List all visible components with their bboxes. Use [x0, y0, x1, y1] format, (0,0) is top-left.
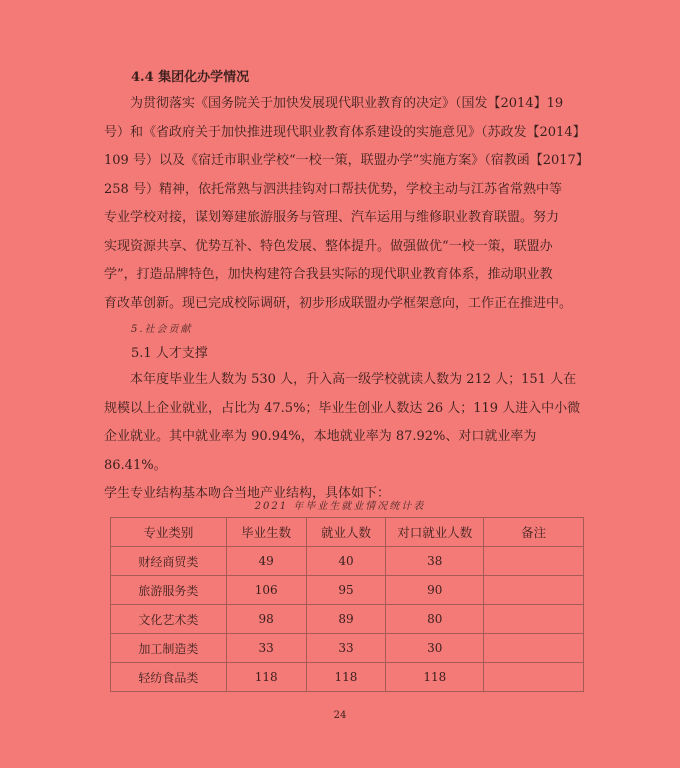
table-cell	[484, 663, 584, 692]
paragraph-line: 本年度毕业生人数为 530 人，升入高一级学校就读人数为 212 人；151 人在	[130, 372, 577, 387]
column-header: 毕业生数	[226, 518, 306, 547]
column-header: 专业类别	[111, 518, 227, 547]
table-title: 2021 年毕业生就业情况统计表	[254, 501, 426, 512]
table-cell	[484, 634, 584, 663]
table-cell	[484, 605, 584, 634]
paragraph-line: 学”，打造品牌特色，加快构建符合我县实际的现代职业教育体系，推动职业教	[104, 267, 553, 282]
paragraph-line: 为贯彻落实《国务院关于加快发展现代职业教育的决定》（国发【2014】19	[130, 96, 564, 111]
table-cell: 30	[386, 634, 484, 663]
table-cell: 33	[226, 634, 306, 663]
section-heading-4-4: 4.4 集团化办学情况	[131, 70, 250, 85]
table-cell: 106	[226, 576, 306, 605]
section-heading-5-1: 5.1 人才支撑	[131, 346, 208, 361]
table-row	[111, 576, 584, 605]
column-header: 就业人数	[306, 518, 386, 547]
column-header: 对口就业人数	[386, 518, 484, 547]
table-cell: 118	[226, 663, 306, 692]
paragraph-line: 专业学校对接，谋划筹建旅游服务与管理、汽车运用与维修职业教育联盟。努力	[104, 210, 560, 225]
paragraph-line: 育改革创新。现已完成校际调研，初步形成联盟办学框架意向，工作正在推进中。	[104, 295, 573, 311]
table-cell: 118	[306, 663, 386, 692]
table-row	[111, 663, 584, 692]
employment-stats-table	[110, 517, 584, 692]
table-row	[111, 547, 584, 576]
paragraph-line: 学生专业结构基本吻合当地产业结构，具体如下：	[104, 486, 391, 501]
table-cell: 轻纺食品类	[111, 663, 227, 692]
paragraph-5-1	[104, 366, 584, 509]
column-header: 备注	[484, 518, 584, 547]
table-cell: 98	[226, 605, 306, 634]
paragraph-line: 实现资源共享、优势互补、特色发展、整体提升。做强做优“一校一策，联盟办	[104, 238, 553, 254]
table-header-row	[111, 518, 584, 547]
section-heading-5: 5.社会贡献	[131, 324, 193, 335]
table-cell: 95	[306, 576, 386, 605]
table-cell: 90	[386, 576, 484, 605]
table-cell	[484, 576, 584, 605]
table-row	[111, 634, 584, 663]
table-cell: 49	[226, 547, 306, 576]
page-number: 24	[333, 710, 347, 721]
table-cell: 80	[386, 605, 484, 634]
table-cell: 118	[386, 663, 484, 692]
table-cell: 38	[386, 547, 484, 576]
table-row	[111, 605, 584, 634]
paragraph-line: 规模以上企业就业，占比为 47.5%；毕业生创业人数达 26 人；119 人进入中小微	[104, 400, 581, 416]
table-cell: 旅游服务类	[111, 576, 227, 605]
table-cell: 文化艺术类	[111, 605, 227, 634]
paragraph-line: 109 号）以及《宿迁市职业学校“一校一策，联盟办学”实施方案》（宿教函【2017】	[104, 153, 589, 168]
table-cell	[484, 547, 584, 576]
table-cell: 40	[306, 547, 386, 576]
paragraph-line: 号）和《省政府关于加快推进现代职业教育体系建设的实施意见》（苏政发【2014】	[104, 124, 586, 140]
table-cell: 加工制造类	[111, 634, 227, 663]
paragraph-4-4	[104, 90, 589, 318]
table-cell: 33	[306, 634, 386, 663]
paragraph-line: 258 号）精神，依托常熟与泗洪挂钩对口帮扶优势，学校主动与江苏省常熟中等	[104, 181, 562, 197]
table-cell: 财经商贸类	[111, 547, 227, 576]
table-cell: 89	[306, 605, 386, 634]
paragraph-line: 企业就业。其中就业率为 90.94%，本地就业率为 87.92%、对口就业率为 86.41%。	[104, 429, 537, 473]
